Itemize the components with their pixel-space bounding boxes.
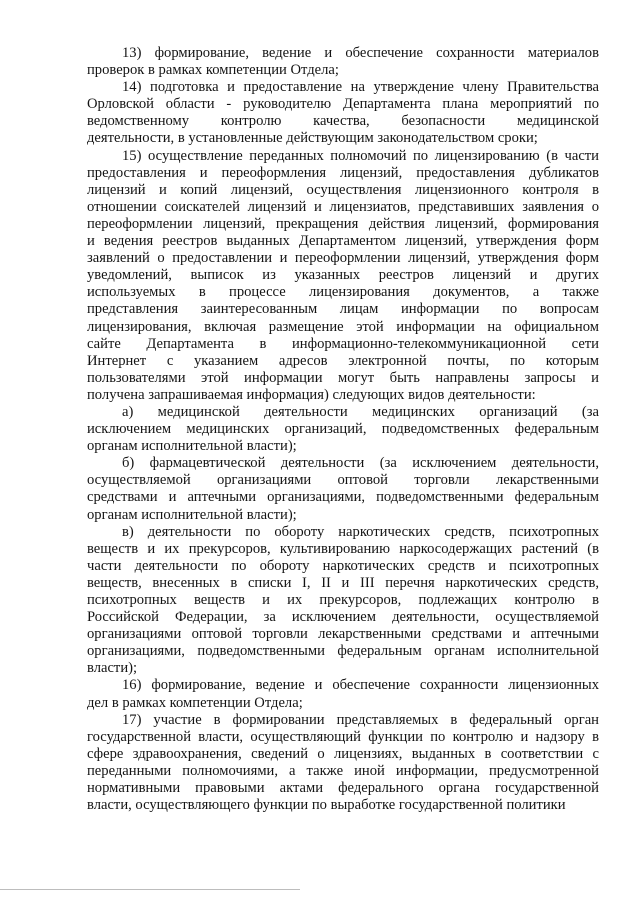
text-line: ведомственному контролю качества, безопасности медицинской [87, 113, 599, 130]
text-line: переданными полномочиями, а также иной информации, предусмотренной [87, 762, 599, 779]
text-line: власти); [87, 660, 138, 677]
text-line: исключением медицинских организаций, подведомственных федеральным [87, 421, 599, 438]
text-line: б) фармацевтической деятельности (за исключением деятельности, [122, 455, 599, 472]
text-line: предоставления и переоформления лицензий, предоставления дубликатов [87, 164, 599, 181]
paragraph [87, 148, 599, 404]
text-line: деятельности, в установленные действующим законодательством сроки; [87, 130, 538, 147]
text-line: организациями оптовой торговли лекарственными средствами и аптечными [87, 626, 599, 643]
text-line: веществ и их прекурсоров, культивированию наркосодержащих растений (в [87, 540, 599, 557]
text-line: части деятельности по обороту наркотических средств и психотропных [87, 557, 599, 574]
text-line: получена запрашиваемая информация) следующих видов деятельности: [87, 386, 536, 403]
paragraph [87, 712, 599, 815]
text-line: проверок в рамках компетенции Отдела; [87, 62, 339, 79]
paragraph [87, 45, 599, 79]
text-line: 14) подготовка и предоставление на утверждение члену Правительства [122, 79, 599, 96]
text-line: организациями, подведомственными федеральным органам исполнительной [87, 643, 599, 660]
paragraph [87, 524, 599, 678]
text-line: веществ, внесенных в списки I, II и III перечня наркотических средств, [87, 574, 599, 591]
text-line: представления заинтересованным лицам информации по вопросам [87, 301, 599, 318]
paragraph [87, 677, 599, 711]
text-line: пользователями этой информации могут быть направлены запросы и [87, 369, 599, 386]
text-line: дел в рамках компетенции Отдела; [87, 694, 303, 711]
text-line: заявлений о предоставлении и переоформлении лицензий, утверждения форм [87, 250, 599, 267]
text-line: Интернет с указанием адресов электронной почты, по которым [87, 352, 599, 369]
text-line: Орловской области - руководителю Департамента плана мероприятий по [87, 96, 599, 113]
text-line: используемых в процессе лицензирования документов, а также [87, 284, 599, 301]
text-line: Российской Федерации, за исключением деятельности, осуществляемой [87, 609, 599, 626]
footer-rule [0, 889, 300, 890]
text-line: сфере здравоохранения, сведений о лицензиях, выданных в соответствии с [87, 745, 599, 762]
text-line: осуществляемой организациями оптовой торговли лекарственными [87, 472, 599, 489]
paragraph [87, 79, 599, 147]
text-line: органам исполнительной власти); [87, 506, 297, 523]
paragraph [87, 455, 599, 523]
text-line: 15) осуществление переданных полномочий по лицензированию (в части [122, 147, 599, 164]
text-line: 13) формирование, ведение и обеспечение сохранности материалов [122, 45, 599, 61]
text-line: 16) формирование, ведение и обеспечение сохранности лицензионных [122, 677, 599, 694]
text-line: в) деятельности по обороту наркотических средств, психотропных [122, 523, 599, 540]
paragraph [87, 404, 599, 455]
text-line: отношении соискателей лицензий и лицензиатов, представивших заявления о [87, 198, 599, 215]
text-line: лицензий и копий лицензий, осуществления лицензионного контроля в [87, 181, 599, 198]
text-line: лицензирования, включая размещение этой информации на официальном [87, 318, 599, 335]
text-line: власти, осуществляющего функции по выработке государственной политики [87, 797, 566, 814]
text-line: психотропных веществ и их прекурсоров, подлежащих контролю в [87, 592, 599, 608]
document-body [87, 45, 599, 814]
text-line: сайте Департамента в информационно-телекоммуникационной сети [87, 335, 599, 352]
text-line: переоформлении лицензий, прекращения действия лицензий, формирования [87, 215, 599, 232]
text-line: а) медицинской деятельности медицинских организаций (за [122, 403, 599, 420]
text-line: нормативными правовыми актами федерального органа государственной [87, 780, 599, 797]
text-line: и ведения реестров выданных Департаментом лицензий, утверждения форм [87, 233, 599, 250]
text-line: уведомлений, выписок из указанных реестров лицензий и других [87, 267, 599, 284]
text-line: средствами и аптечными организациями, подведомственными федеральным [87, 489, 599, 506]
text-line: органам исполнительной власти); [87, 438, 297, 455]
text-line: государственной власти, осуществляющий функции по контролю и надзору в [87, 728, 599, 745]
text-line: 17) участие в формировании представляемых в федеральный орган [122, 711, 599, 728]
